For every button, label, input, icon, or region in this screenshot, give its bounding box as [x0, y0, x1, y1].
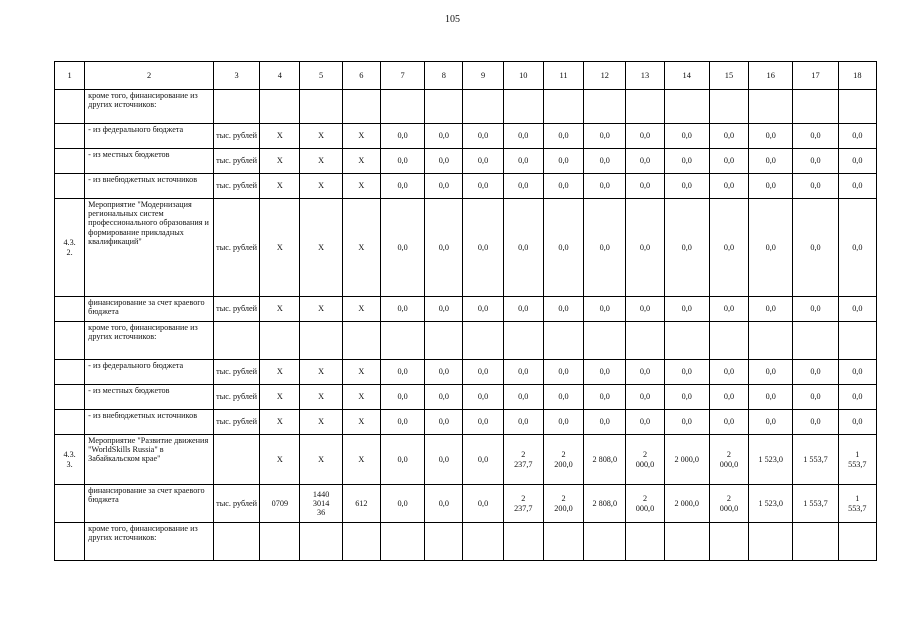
value-cell: 0,0 — [380, 174, 424, 199]
value-cell: 0,0 — [425, 485, 463, 523]
value-cell: 0,0 — [503, 124, 543, 149]
table-row — [55, 322, 877, 360]
value-cell: 0,0 — [749, 199, 793, 297]
code-cell: X — [342, 199, 380, 297]
code-cell: X — [300, 360, 342, 385]
value-cell: 0,0 — [838, 199, 876, 297]
value-cell — [749, 322, 793, 360]
code-cell: X — [260, 435, 300, 485]
value-cell: 0,0 — [503, 149, 543, 174]
value-cell: 0,0 — [543, 199, 583, 297]
value-cell: 0,0 — [709, 149, 748, 174]
unit-cell — [213, 322, 259, 360]
value-cell: 0,0 — [463, 297, 503, 322]
value-cell — [793, 523, 838, 561]
value-cell — [626, 523, 664, 561]
value-cell: 0,0 — [425, 385, 463, 410]
value-cell: 0,0 — [463, 149, 503, 174]
value-cell — [626, 322, 664, 360]
value-cell: 0,0 — [543, 360, 583, 385]
unit-cell: тыс. рублей — [213, 199, 259, 297]
value-cell: 0,0 — [380, 360, 424, 385]
value-cell: 0,0 — [425, 410, 463, 435]
value-cell: 0,0 — [709, 174, 748, 199]
value-cell — [584, 523, 626, 561]
value-cell: 0,0 — [380, 149, 424, 174]
value-cell: 0,0 — [793, 174, 838, 199]
value-cell: 0,0 — [463, 485, 503, 523]
code-cell: X — [342, 124, 380, 149]
code-cell — [342, 523, 380, 561]
value-cell — [380, 322, 424, 360]
item-name-cell: Мероприятие "Развитие движения "WorldSkills Russia" в Забайкальском крае" — [85, 435, 214, 485]
item-number-cell — [55, 385, 85, 410]
value-cell: 0,0 — [380, 199, 424, 297]
value-cell: 0,0 — [709, 385, 748, 410]
code-cell: X — [260, 174, 300, 199]
code-cell: X — [300, 174, 342, 199]
budget-table — [54, 61, 877, 561]
value-cell: 0,0 — [626, 297, 664, 322]
unit-cell: тыс. рублей — [213, 485, 259, 523]
value-cell — [709, 322, 748, 360]
code-cell — [300, 90, 342, 124]
column-header-2: 2 — [85, 62, 214, 90]
value-cell: 0,0 — [463, 410, 503, 435]
value-cell: 0,0 — [793, 297, 838, 322]
column-header-4: 4 — [260, 62, 300, 90]
table-row — [55, 90, 877, 124]
code-cell: X — [300, 410, 342, 435]
column-header-10: 10 — [503, 62, 543, 90]
item-number-cell — [55, 360, 85, 385]
code-cell: X — [260, 149, 300, 174]
value-cell — [425, 90, 463, 124]
table-row — [55, 199, 877, 297]
column-header-14: 14 — [664, 62, 709, 90]
code-cell: X — [300, 385, 342, 410]
value-cell: 0,0 — [626, 360, 664, 385]
value-cell: 0,0 — [463, 435, 503, 485]
value-cell: 0,0 — [425, 360, 463, 385]
item-name-cell: финансирование за счет краевого бюджета — [85, 297, 214, 322]
table-row — [55, 360, 877, 385]
value-cell: 0,0 — [543, 297, 583, 322]
column-header-18: 18 — [838, 62, 876, 90]
value-cell: 0,0 — [503, 199, 543, 297]
value-cell: 0,0 — [380, 485, 424, 523]
item-number-cell: 4.3. 3. — [55, 435, 85, 485]
value-cell: 0,0 — [749, 174, 793, 199]
value-cell: 0,0 — [503, 385, 543, 410]
code-cell: X — [260, 124, 300, 149]
unit-cell: тыс. рублей — [213, 149, 259, 174]
value-cell — [749, 523, 793, 561]
value-cell: 0,0 — [664, 149, 709, 174]
value-cell: 0,0 — [793, 149, 838, 174]
value-cell: 0,0 — [503, 174, 543, 199]
value-cell: 0,0 — [838, 174, 876, 199]
code-cell: X — [342, 297, 380, 322]
value-cell: 1 553,7 — [793, 485, 838, 523]
code-cell: X — [342, 410, 380, 435]
value-cell: 0,0 — [749, 124, 793, 149]
value-cell: 0,0 — [664, 297, 709, 322]
unit-cell: тыс. рублей — [213, 360, 259, 385]
value-cell: 1 553,7 — [793, 435, 838, 485]
item-name-cell: - из местных бюджетов — [85, 385, 214, 410]
value-cell: 0,0 — [543, 410, 583, 435]
code-cell: X — [300, 149, 342, 174]
item-number-cell — [55, 124, 85, 149]
value-cell: 0,0 — [543, 149, 583, 174]
value-cell — [543, 90, 583, 124]
value-cell: 0,0 — [503, 360, 543, 385]
value-cell: 2 200,0 — [543, 435, 583, 485]
column-header-5: 5 — [300, 62, 342, 90]
code-cell: X — [260, 360, 300, 385]
value-cell: 0,0 — [584, 385, 626, 410]
value-cell: 0,0 — [709, 360, 748, 385]
value-cell: 1 553,7 — [838, 485, 876, 523]
value-cell — [463, 322, 503, 360]
value-cell — [838, 90, 876, 124]
value-cell — [543, 523, 583, 561]
item-number-cell — [55, 410, 85, 435]
value-cell: 0,0 — [463, 360, 503, 385]
value-cell: 0,0 — [584, 199, 626, 297]
value-cell — [709, 90, 748, 124]
item-number-cell: 4.3. 2. — [55, 199, 85, 297]
value-cell: 0,0 — [626, 174, 664, 199]
value-cell: 0,0 — [380, 124, 424, 149]
value-cell — [380, 90, 424, 124]
value-cell — [584, 322, 626, 360]
value-cell: 0,0 — [425, 297, 463, 322]
value-cell: 2 000,0 — [709, 435, 748, 485]
table-row — [55, 385, 877, 410]
value-cell — [503, 90, 543, 124]
code-cell — [300, 322, 342, 360]
page-number: 105 — [445, 14, 460, 25]
code-cell: 0709 — [260, 485, 300, 523]
code-cell: X — [300, 199, 342, 297]
value-cell: 1 523,0 — [749, 485, 793, 523]
item-name-cell: кроме того, финансирование из других источников: — [85, 322, 214, 360]
value-cell: 0,0 — [793, 199, 838, 297]
value-cell: 0,0 — [425, 435, 463, 485]
value-cell: 0,0 — [749, 360, 793, 385]
column-header-17: 17 — [793, 62, 838, 90]
unit-cell: тыс. рублей — [213, 297, 259, 322]
value-cell — [584, 90, 626, 124]
code-cell: 1440 3014 36 — [300, 485, 342, 523]
column-header-11: 11 — [543, 62, 583, 90]
value-cell: 0,0 — [425, 124, 463, 149]
column-header-6: 6 — [342, 62, 380, 90]
table-row — [55, 410, 877, 435]
code-cell: X — [260, 385, 300, 410]
column-header-1: 1 — [55, 62, 85, 90]
value-cell: 0,0 — [664, 385, 709, 410]
code-cell — [260, 90, 300, 124]
item-name-cell: - из федерального бюджета — [85, 124, 214, 149]
value-cell: 0,0 — [463, 124, 503, 149]
item-number-cell — [55, 90, 85, 124]
column-header-9: 9 — [463, 62, 503, 90]
column-number-row — [55, 62, 877, 90]
value-cell — [380, 523, 424, 561]
item-number-cell — [55, 523, 85, 561]
value-cell: 0,0 — [626, 199, 664, 297]
value-cell: 0,0 — [543, 385, 583, 410]
table-row — [55, 297, 877, 322]
value-cell: 0,0 — [380, 385, 424, 410]
item-name-cell: - из федерального бюджета — [85, 360, 214, 385]
value-cell: 0,0 — [543, 124, 583, 149]
code-cell: X — [342, 385, 380, 410]
code-cell: 612 — [342, 485, 380, 523]
value-cell — [664, 523, 709, 561]
value-cell — [503, 322, 543, 360]
table-row — [55, 124, 877, 149]
item-name-cell: - из внебюджетных источников — [85, 410, 214, 435]
value-cell — [709, 523, 748, 561]
value-cell: 0,0 — [664, 199, 709, 297]
value-cell: 0,0 — [380, 297, 424, 322]
value-cell: 0,0 — [626, 124, 664, 149]
column-header-16: 16 — [749, 62, 793, 90]
value-cell: 1 553,7 — [838, 435, 876, 485]
value-cell: 0,0 — [749, 410, 793, 435]
value-cell: 0,0 — [425, 199, 463, 297]
value-cell: 0,0 — [543, 174, 583, 199]
value-cell: 2 237,7 — [503, 485, 543, 523]
value-cell — [425, 322, 463, 360]
table-row — [55, 485, 877, 523]
unit-cell — [213, 435, 259, 485]
item-number-cell — [55, 485, 85, 523]
value-cell: 0,0 — [709, 297, 748, 322]
unit-cell: тыс. рублей — [213, 385, 259, 410]
value-cell — [664, 90, 709, 124]
value-cell: 0,0 — [749, 297, 793, 322]
item-name-cell: - из внебюджетных источников — [85, 174, 214, 199]
code-cell: X — [300, 297, 342, 322]
value-cell: 0,0 — [626, 410, 664, 435]
code-cell: X — [342, 149, 380, 174]
code-cell: X — [342, 435, 380, 485]
item-number-cell — [55, 297, 85, 322]
value-cell: 0,0 — [749, 149, 793, 174]
code-cell: X — [300, 124, 342, 149]
value-cell: 0,0 — [584, 360, 626, 385]
value-cell: 0,0 — [749, 385, 793, 410]
value-cell — [838, 322, 876, 360]
unit-cell: тыс. рублей — [213, 410, 259, 435]
value-cell — [664, 322, 709, 360]
value-cell: 0,0 — [463, 174, 503, 199]
table-row — [55, 523, 877, 561]
item-name-cell: Мероприятие "Модернизация региональных систем профессионального образования и формирование прикладных квалификаций" — [85, 199, 214, 297]
value-cell: 0,0 — [793, 385, 838, 410]
value-cell: 0,0 — [463, 199, 503, 297]
value-cell: 0,0 — [838, 124, 876, 149]
code-cell — [342, 90, 380, 124]
value-cell — [626, 90, 664, 124]
value-cell — [749, 90, 793, 124]
value-cell: 0,0 — [584, 149, 626, 174]
value-cell: 2 000,0 — [664, 435, 709, 485]
column-header-8: 8 — [425, 62, 463, 90]
item-number-cell — [55, 322, 85, 360]
column-header-13: 13 — [626, 62, 664, 90]
value-cell: 0,0 — [503, 297, 543, 322]
value-cell: 2 000,0 — [626, 485, 664, 523]
item-number-cell — [55, 149, 85, 174]
value-cell: 0,0 — [664, 124, 709, 149]
item-name-cell: кроме того, финансирование из других источников: — [85, 523, 214, 561]
unit-cell — [213, 523, 259, 561]
value-cell: 2 808,0 — [584, 435, 626, 485]
value-cell — [838, 523, 876, 561]
column-header-12: 12 — [584, 62, 626, 90]
value-cell: 0,0 — [709, 410, 748, 435]
value-cell: 2 808,0 — [584, 485, 626, 523]
value-cell — [463, 523, 503, 561]
value-cell: 2 200,0 — [543, 485, 583, 523]
value-cell: 0,0 — [584, 124, 626, 149]
value-cell: 0,0 — [584, 410, 626, 435]
value-cell: 0,0 — [793, 410, 838, 435]
code-cell — [342, 322, 380, 360]
value-cell: 2 237,7 — [503, 435, 543, 485]
code-cell: X — [300, 435, 342, 485]
table-row — [55, 435, 877, 485]
value-cell: 0,0 — [380, 435, 424, 485]
value-cell: 0,0 — [425, 149, 463, 174]
value-cell: 0,0 — [664, 360, 709, 385]
column-header-7: 7 — [380, 62, 424, 90]
value-cell: 0,0 — [838, 149, 876, 174]
value-cell: 0,0 — [584, 174, 626, 199]
value-cell — [503, 523, 543, 561]
value-cell — [793, 90, 838, 124]
unit-cell — [213, 90, 259, 124]
code-cell — [300, 523, 342, 561]
item-name-cell: финансирование за счет краевого бюджета — [85, 485, 214, 523]
code-cell: X — [342, 360, 380, 385]
value-cell: 0,0 — [664, 174, 709, 199]
value-cell: 0,0 — [463, 385, 503, 410]
value-cell — [425, 523, 463, 561]
column-header-15: 15 — [709, 62, 748, 90]
value-cell: 0,0 — [584, 297, 626, 322]
item-name-cell: - из местных бюджетов — [85, 149, 214, 174]
value-cell: 0,0 — [709, 199, 748, 297]
code-cell: X — [260, 199, 300, 297]
value-cell: 0,0 — [626, 149, 664, 174]
code-cell — [260, 523, 300, 561]
value-cell: 0,0 — [626, 385, 664, 410]
code-cell: X — [342, 174, 380, 199]
column-header-3: 3 — [213, 62, 259, 90]
unit-cell: тыс. рублей — [213, 174, 259, 199]
unit-cell: тыс. рублей — [213, 124, 259, 149]
value-cell: 1 523,0 — [749, 435, 793, 485]
code-cell: X — [260, 410, 300, 435]
value-cell: 0,0 — [425, 174, 463, 199]
value-cell — [463, 90, 503, 124]
table-row — [55, 149, 877, 174]
value-cell: 2 000,0 — [626, 435, 664, 485]
value-cell: 0,0 — [838, 360, 876, 385]
value-cell — [543, 322, 583, 360]
value-cell: 0,0 — [380, 410, 424, 435]
item-number-cell — [55, 174, 85, 199]
item-name-cell: кроме того, финансирование из других источников: — [85, 90, 214, 124]
code-cell: X — [260, 297, 300, 322]
value-cell: 2 000,0 — [709, 485, 748, 523]
value-cell: 0,0 — [793, 124, 838, 149]
value-cell: 0,0 — [503, 410, 543, 435]
value-cell: 0,0 — [838, 385, 876, 410]
value-cell: 0,0 — [793, 360, 838, 385]
value-cell: 0,0 — [709, 124, 748, 149]
value-cell — [793, 322, 838, 360]
value-cell: 0,0 — [838, 297, 876, 322]
value-cell: 2 000,0 — [664, 485, 709, 523]
table-row — [55, 174, 877, 199]
value-cell: 0,0 — [664, 410, 709, 435]
value-cell: 0,0 — [838, 410, 876, 435]
code-cell — [260, 322, 300, 360]
